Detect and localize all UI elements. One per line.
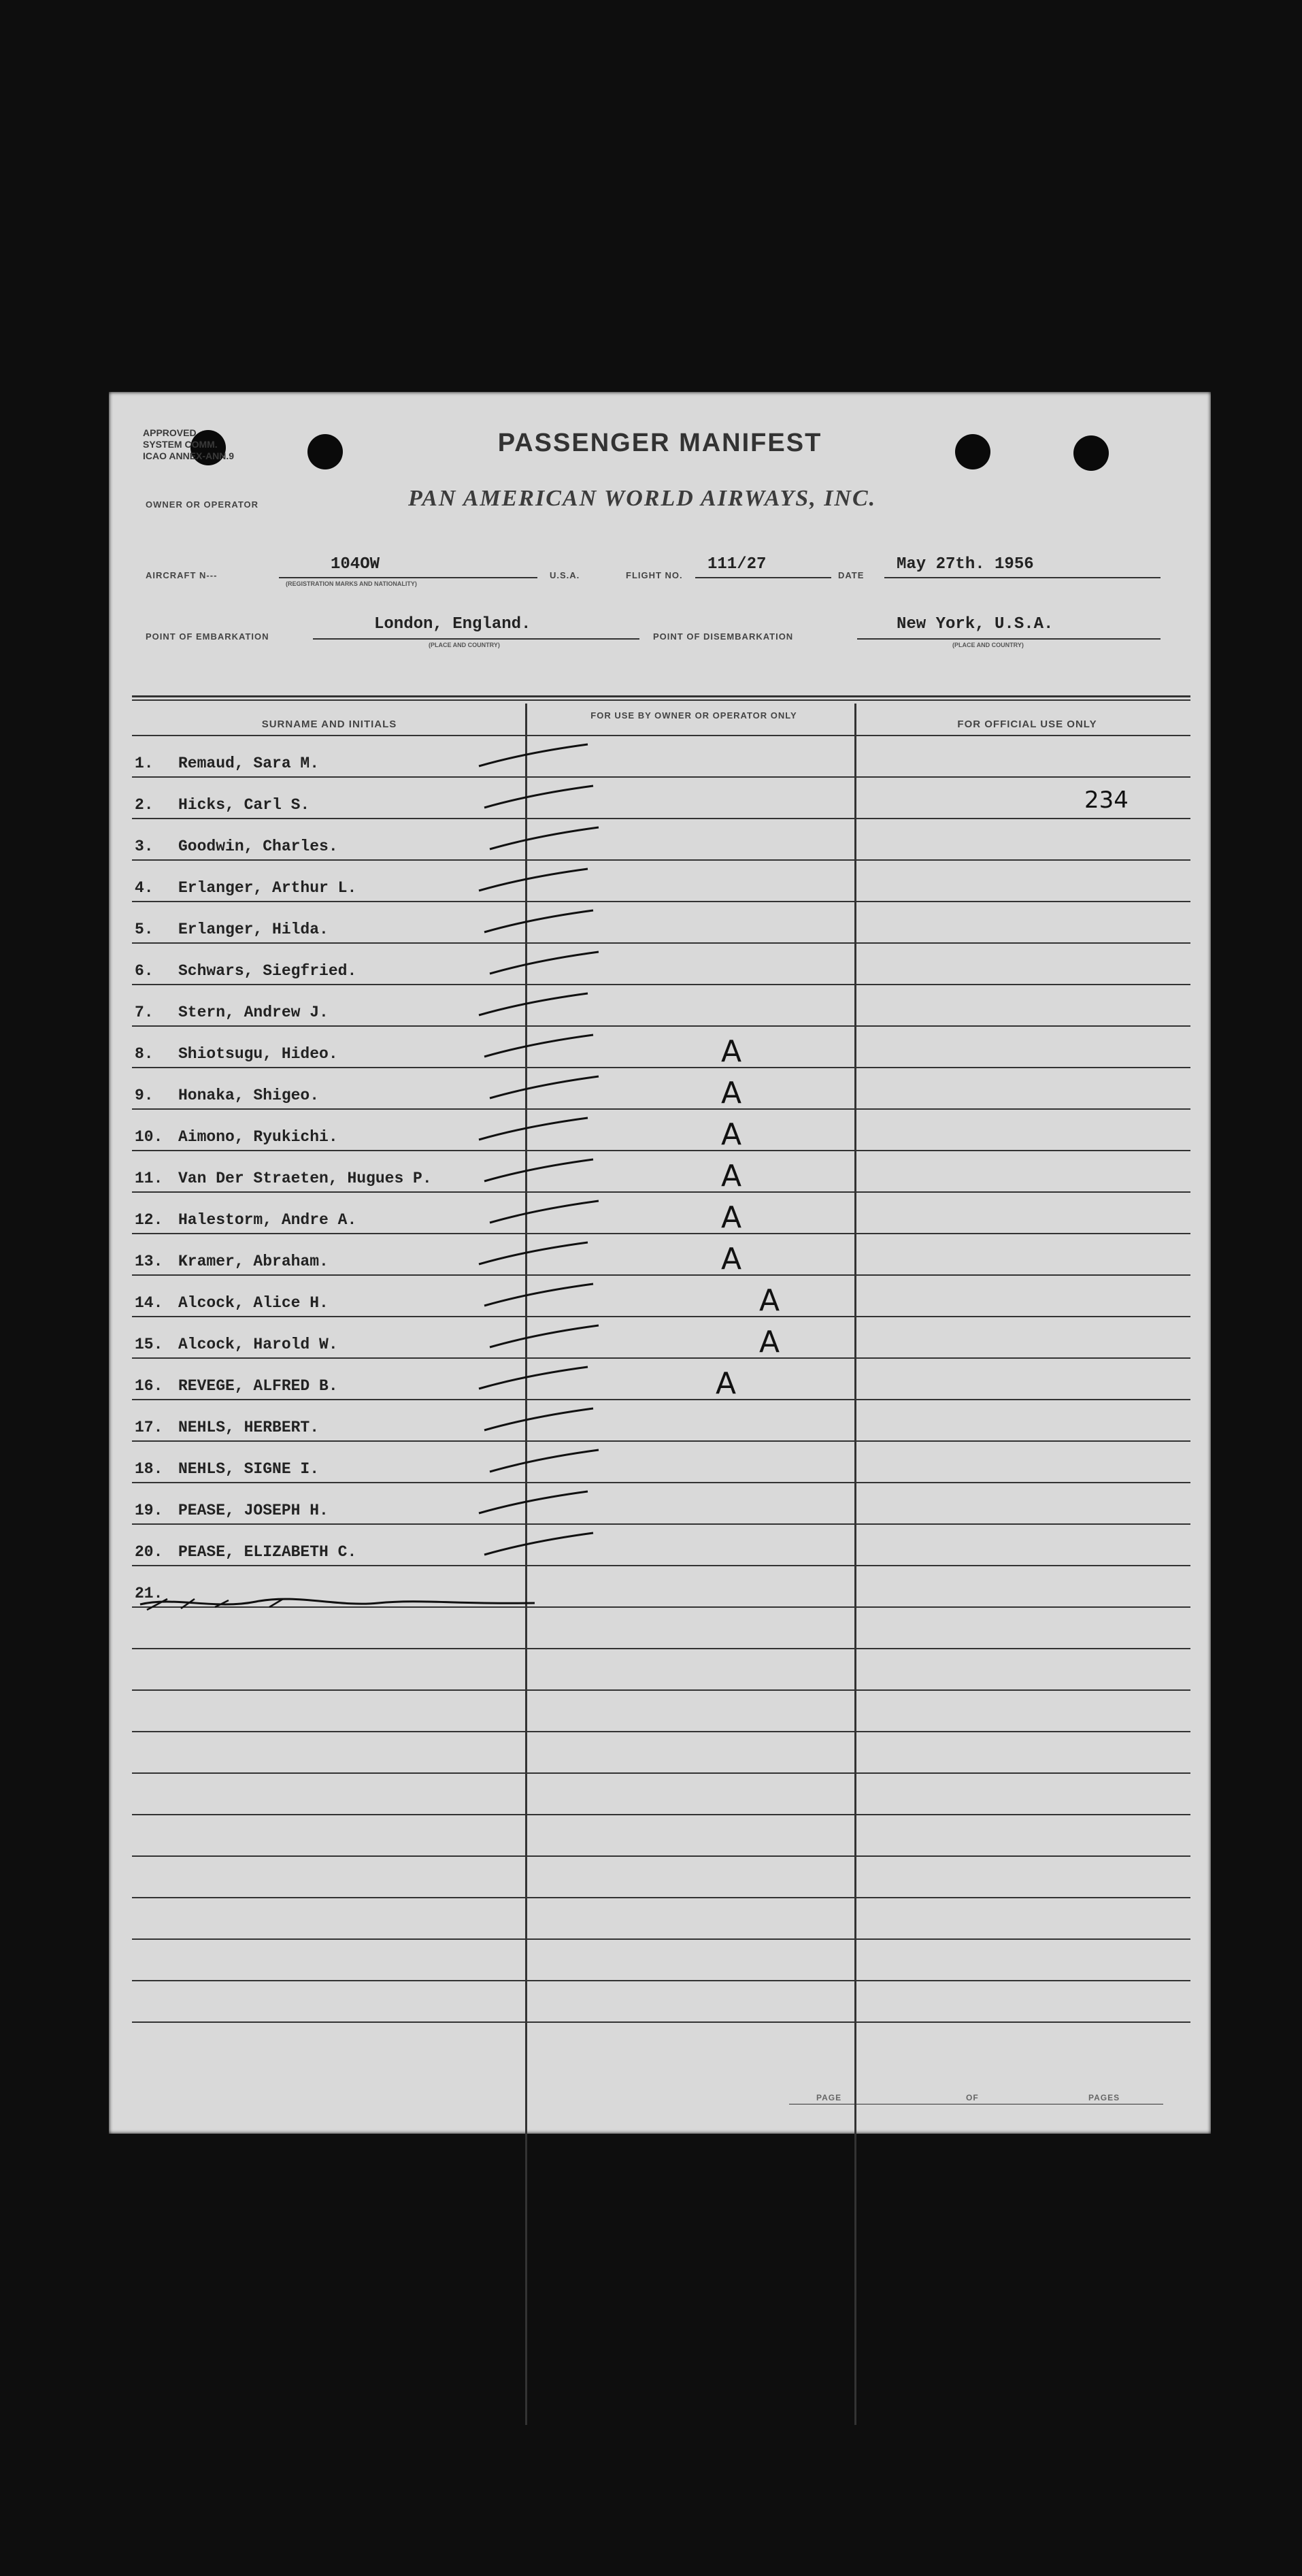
table-row <box>132 778 1190 819</box>
check-tick-icon <box>472 739 595 773</box>
check-tick-icon <box>472 1112 595 1146</box>
table-row <box>132 1940 1190 1981</box>
passenger-number: 5. <box>135 921 154 938</box>
table-row <box>132 1898 1190 1940</box>
check-tick-icon <box>478 1154 600 1188</box>
table-row <box>132 1732 1190 1774</box>
strikethrough-scribble-icon <box>133 1589 541 1617</box>
table-row <box>132 736 1190 778</box>
passenger-number: 2. <box>135 796 154 814</box>
aircraft-label: AIRCRAFT N--- <box>146 570 218 580</box>
table-row <box>132 902 1190 944</box>
passenger-number: 4. <box>135 879 154 897</box>
col-surname-header: SURNAME AND INITIALS <box>261 719 397 730</box>
passenger-name: Schwars, Siegfried. <box>178 962 357 980</box>
check-tick-icon <box>478 780 600 814</box>
page-title: PASSENGER MANIFEST <box>497 429 822 457</box>
official-use-value: 234 <box>1084 787 1129 814</box>
passenger-name: Hicks, Carl S. <box>178 796 310 814</box>
check-tick-icon <box>472 863 595 897</box>
approval-line: SYSTEM COMM. <box>143 439 218 450</box>
flight-value: 111/27 <box>707 555 767 574</box>
check-tick-icon <box>478 1029 600 1063</box>
col-official-header: FOR OFFICIAL USE ONLY <box>957 719 1097 730</box>
owner-use-mark: A <box>721 1159 742 1193</box>
table-row <box>132 1151 1190 1193</box>
owner-use-mark: A <box>759 1283 780 1318</box>
owner-use-mark: A <box>759 1325 780 1359</box>
passenger-number: 14. <box>135 1294 163 1312</box>
passenger-name: Erlanger, Hilda. <box>178 921 329 938</box>
owner-use-mark: A <box>721 1242 742 1276</box>
embark-value: London, England. <box>374 615 531 633</box>
passenger-number: 11. <box>135 1170 163 1187</box>
passenger-number: 8. <box>135 1045 154 1063</box>
table-row <box>132 861 1190 902</box>
owner-use-mark: A <box>721 1076 742 1110</box>
check-tick-icon <box>483 822 605 856</box>
approval-line: APPROVED <box>143 427 197 438</box>
disembark-value: New York, U.S.A. <box>897 615 1054 633</box>
punch-hole-icon <box>1073 435 1109 471</box>
passenger-name: Honaka, Shigeo. <box>178 1087 320 1104</box>
passenger-name: Remaud, Sara M. <box>178 755 320 772</box>
footer-page-label: PAGE <box>816 2093 842 2102</box>
check-tick-icon <box>472 1486 595 1520</box>
passenger-name: Halestorm, Andre A. <box>178 1211 357 1229</box>
passenger-name: Kramer, Abraham. <box>178 1253 329 1270</box>
passenger-number: 12. <box>135 1211 163 1229</box>
passenger-name: Goodwin, Charles. <box>178 838 338 855</box>
table-row <box>132 1483 1190 1525</box>
passenger-name: Alcock, Harold W. <box>178 1336 338 1353</box>
table-row <box>132 1981 1190 2023</box>
table-row <box>132 819 1190 861</box>
table-row <box>132 1857 1190 1898</box>
passenger-number: 20. <box>135 1543 163 1561</box>
passenger-name: Erlanger, Arthur L. <box>178 879 357 897</box>
passenger-name: PEASE, JOSEPH H. <box>178 1502 329 1519</box>
owner-use-mark: A <box>721 1200 742 1235</box>
footer-pages-label: PAGES <box>1088 2093 1120 2102</box>
table-row <box>132 1442 1190 1483</box>
check-tick-icon <box>478 1278 600 1312</box>
check-tick-icon <box>483 1444 605 1479</box>
approval-line: ICAO ANNEX-ANN.9 <box>143 450 235 461</box>
owner-use-mark: A <box>721 1034 742 1069</box>
passenger-number: 19. <box>135 1502 163 1519</box>
table-row <box>132 1774 1190 1815</box>
passenger-number: 13. <box>135 1253 163 1270</box>
check-tick-icon <box>478 905 600 939</box>
check-tick-icon <box>472 1237 595 1271</box>
col-owner-header: FOR USE BY OWNER OR OPERATOR ONLY <box>590 710 797 721</box>
disembark-caption: (PLACE AND COUNTRY) <box>952 642 1024 648</box>
table-row <box>132 1276 1190 1317</box>
footer-of-label: OF <box>966 2093 979 2102</box>
table-row <box>132 1027 1190 1068</box>
date-label: DATE <box>838 570 865 580</box>
table-row <box>132 1317 1190 1359</box>
owner-name: PAN AMERICAN WORLD AIRWAYS, INC. <box>408 486 877 511</box>
check-tick-icon <box>483 946 605 980</box>
embark-label: POINT OF EMBARKATION <box>146 631 269 642</box>
passenger-number: 10. <box>135 1128 163 1146</box>
passenger-name: NEHLS, HERBERT. <box>178 1419 320 1436</box>
punch-hole-icon <box>955 434 990 469</box>
owner-label: OWNER OR OPERATOR <box>146 499 259 510</box>
owner-use-mark: A <box>716 1366 737 1401</box>
passenger-name: NEHLS, SIGNE I. <box>178 1460 320 1478</box>
passenger-number: 21. <box>135 1585 163 1602</box>
passenger-number: 17. <box>135 1419 163 1436</box>
aircraft-value: 104OW <box>331 555 380 574</box>
passenger-name: REVEGE, ALFRED B. <box>178 1377 338 1395</box>
passenger-name: PEASE, ELIZABETH C. <box>178 1543 357 1561</box>
table-row <box>132 1815 1190 1857</box>
table-row <box>132 985 1190 1027</box>
table-row <box>132 1359 1190 1400</box>
check-tick-icon <box>483 1195 605 1229</box>
check-tick-icon <box>483 1320 605 1354</box>
check-tick-icon <box>472 1361 595 1396</box>
passenger-number: 1. <box>135 755 154 772</box>
table-row <box>132 1193 1190 1234</box>
country-label: U.S.A. <box>550 570 580 580</box>
passenger-name: Alcock, Alice H. <box>178 1294 329 1312</box>
passenger-name: Stern, Andrew J. <box>178 1004 329 1021</box>
passenger-name: Aimono, Ryukichi. <box>178 1128 338 1146</box>
table-row <box>132 1691 1190 1732</box>
passenger-number: 3. <box>135 838 154 855</box>
table-row <box>132 1068 1190 1110</box>
embark-caption: (PLACE AND COUNTRY) <box>429 642 500 648</box>
check-tick-icon <box>483 1071 605 1105</box>
passenger-name: Van Der Straeten, Hugues P. <box>178 1170 432 1187</box>
table-row <box>132 1400 1190 1442</box>
check-tick-icon <box>478 1403 600 1437</box>
check-tick-icon <box>478 1528 600 1562</box>
manifest-document <box>109 392 1211 2134</box>
table-row <box>132 1649 1190 1691</box>
passenger-name: Shiotsugu, Hideo. <box>178 1045 338 1063</box>
approval-stamp <box>143 427 279 462</box>
passenger-number: 9. <box>135 1087 154 1104</box>
flight-label: FLIGHT NO. <box>626 570 683 580</box>
passenger-number: 16. <box>135 1377 163 1395</box>
table-row <box>132 1234 1190 1276</box>
aircraft-caption: (REGISTRATION MARKS AND NATIONALITY) <box>286 580 417 587</box>
punch-hole-icon <box>307 434 343 469</box>
check-tick-icon <box>472 988 595 1022</box>
passenger-number: 18. <box>135 1460 163 1478</box>
disembark-label: POINT OF DISEMBARKATION <box>653 631 794 642</box>
date-value: May 27th. 1956 <box>897 555 1034 574</box>
passenger-number: 6. <box>135 962 154 980</box>
owner-use-mark: A <box>721 1117 742 1152</box>
passenger-number: 7. <box>135 1004 154 1021</box>
table-row <box>132 944 1190 985</box>
table-row <box>132 1525 1190 1566</box>
table-row <box>132 1110 1190 1151</box>
passenger-number: 15. <box>135 1336 163 1353</box>
